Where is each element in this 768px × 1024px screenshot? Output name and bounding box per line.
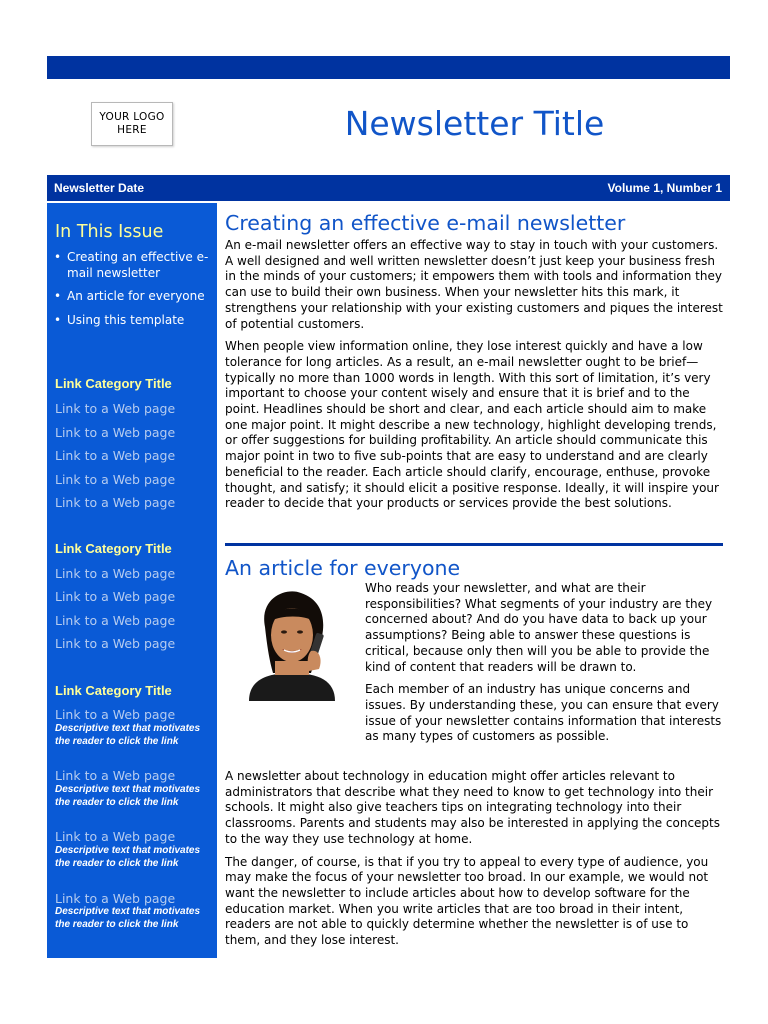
logo-text: YOUR LOGO HERE	[99, 111, 165, 136]
link-description: Descriptive text that motivates the reader to click the link	[55, 906, 201, 930]
link-description: Descriptive text that motivates the reader to click the link	[55, 845, 201, 869]
article-paragraph: A newsletter about technology in education might offer articles relevant to administrators that describe what they need to know to get technology into their schools. It might also give teachers tips on integrating technology into their classrooms. Parents and students may also be interested in applying the concepts to the way they use technology at home.	[225, 769, 720, 846]
sidebar	[47, 203, 217, 958]
web-page-link[interactable]: Link to a Web page	[55, 707, 176, 722]
newsletter-title: Newsletter Title	[344, 104, 605, 143]
article-heading: An article for everyone	[225, 556, 461, 580]
issue-item[interactable]	[53, 289, 211, 305]
logo-placeholder	[91, 102, 173, 146]
link-category-title: Link Category Title	[55, 683, 172, 698]
bullet-icon: •	[54, 250, 62, 264]
web-page-link[interactable]: Link to a Web page	[55, 589, 176, 604]
web-page-link[interactable]: Link to a Web page	[55, 613, 176, 628]
web-page-link[interactable]: Link to a Web page	[55, 448, 176, 463]
issue-item[interactable]	[53, 313, 211, 329]
bullet-icon: •	[54, 312, 62, 327]
article-paragraph: Who reads your newsletter, and what are their responsibilities? What segments of your industry are they concerned about? And do you have data to back up your assumptions? Being able to answer these questions is critical, because only then will you be able to provide the kind of content that readers will be drawn to.	[365, 581, 713, 674]
issue-item[interactable]	[53, 250, 211, 281]
web-page-link[interactable]: Link to a Web page	[55, 401, 176, 416]
article-body	[225, 769, 725, 949]
volume-number: Volume 1, Number 1	[607, 181, 722, 195]
web-page-link[interactable]: Link to a Web page	[55, 566, 176, 581]
web-page-link[interactable]: Link to a Web page	[55, 495, 176, 510]
section-divider	[225, 543, 723, 546]
in-this-issue-heading: In This Issue	[55, 222, 164, 242]
article-paragraph: The danger, of course, is that if you try to appeal to every type of audience, you may make the focus of your newsletter too broad. In our example, we would not want the newsletter to include articles about how to develop software for the education market. When you write articles that are too broad in their intent, readers are not able to quickly determine whether the newsletter is of use to them, and they lose interest.	[225, 854, 709, 948]
article-paragraph: When people view information online, they lose interest quickly and have a low tolerance for long articles. As a result, an e-mail newsletter ought to be brief—typically no more than 1000 words in length. With this sort of limitation, it’s very important to choose your content wisely and ensure that it is brief and to the point. Headlines should be short and clear, and each article should aim to make one major point. It might describe a new technology, highlight developing trends, or offer suggestions for building profitability. An article should communicate this major point in two to five sub-points that are easy to understand and are clearly beneficial to the reader. Each article should clarify, encourage, enthuse, provoke thought, and satisfy; it should elicit a positive response. Ideally, it will inspire your reader to decide that your products or services provide the best solutions.	[225, 339, 719, 511]
issue-list	[53, 250, 211, 336]
web-page-link[interactable]: Link to a Web page	[55, 636, 176, 651]
bullet-icon: •	[54, 289, 62, 303]
top-banner-bar	[47, 56, 730, 79]
link-description: Descriptive text that motivates the reader to click the link	[55, 723, 201, 747]
article-wrap-text	[365, 581, 723, 745]
link-description: Descriptive text that motivates the reader to click the link	[55, 784, 201, 808]
web-page-link[interactable]: Link to a Web page	[55, 829, 176, 844]
web-page-link[interactable]: Link to a Web page	[55, 472, 176, 487]
newsletter-date: Newsletter Date	[54, 181, 145, 195]
web-page-link[interactable]: Link to a Web page	[55, 891, 176, 906]
date-bar	[47, 175, 730, 201]
issue-item-label: Creating an effective e-mail newsletter	[67, 250, 209, 280]
article-body	[225, 238, 725, 512]
issue-item-label: An article for everyone	[67, 289, 205, 303]
web-page-link[interactable]: Link to a Web page	[55, 425, 176, 440]
web-page-link[interactable]: Link to a Web page	[55, 768, 176, 783]
woman-on-phone-photo	[235, 587, 349, 701]
issue-item-label: Using this template	[67, 312, 185, 327]
article-paragraph: An e-mail newsletter offers an effective way to stay in touch with your customers. A well designed and well written newsletter doesn’t just keep your business fresh in the minds of your customers; it empowers them with tools and information they can use to build their own business. When your newsletter hits this mark, it strengthens your relationship with your existing customers and piques the interest of potential customers.	[225, 238, 723, 331]
article-paragraph: Each member of an industry has unique concerns and issues. By understanding these, you can ensure that every issue of your newsletter contains information that interests as many types of customers as possible.	[365, 682, 722, 744]
article-heading: Creating an effective e-mail newsletter	[225, 211, 626, 235]
link-category-title: Link Category Title	[55, 376, 172, 391]
link-category-title: Link Category Title	[55, 541, 172, 556]
